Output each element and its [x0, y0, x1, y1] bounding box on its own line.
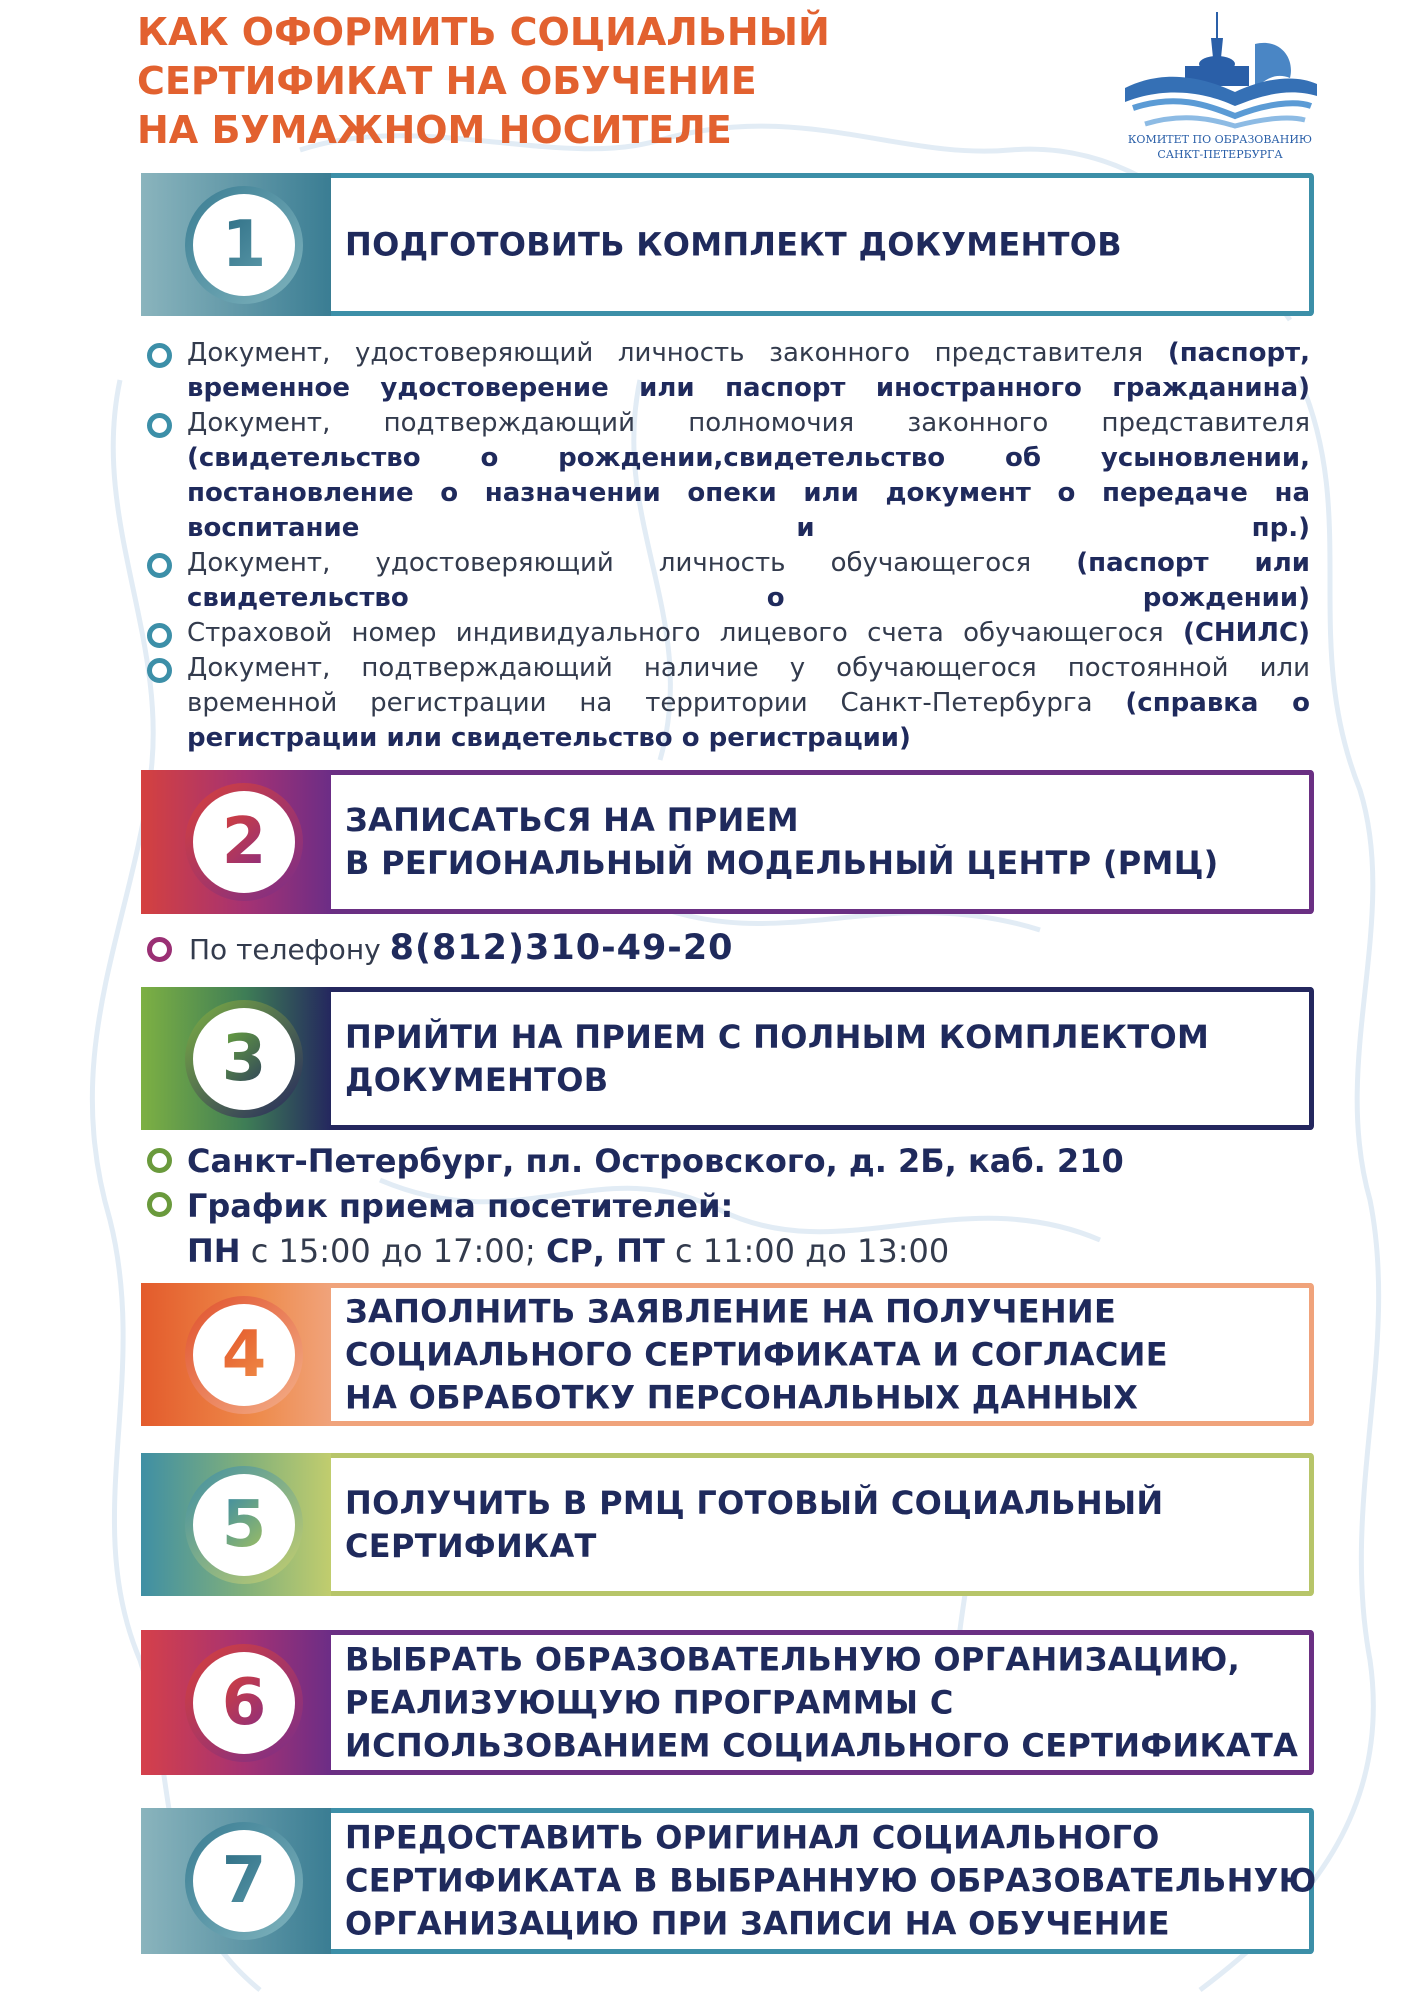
document-text: Документ, удостоверяющий личность обучающегося — [187, 548, 1077, 578]
step-title — [345, 1482, 1297, 1568]
step-6-card — [141, 1630, 1314, 1775]
step-title — [345, 1817, 1317, 1946]
phone-number[interactable]: 8(812)310-49-20 — [389, 928, 734, 968]
bullet-icon — [147, 623, 172, 648]
bullet-icon — [147, 553, 172, 578]
bullet-icon — [147, 343, 172, 368]
title-line: НА БУМАЖНОМ НОСИТЕЛЕ — [137, 108, 732, 152]
document-note: (свидетельство о рождении,свидетельство об усыновлении, постановление о назначении опеки или документ о передаче на воспитание и пр.) — [187, 443, 1310, 543]
step-title-line: РЕАЛИЗУЮЩУЮ ПРОГРАММЫ С — [345, 1683, 954, 1721]
document-text: Документ, удостоверяющий личность законного представителя — [187, 338, 1168, 368]
list-item — [145, 616, 1310, 651]
document-text: Страховой номер индивидуального лицевого счета обучающегося — [187, 618, 1183, 648]
step-number-badge — [185, 783, 303, 901]
logo-emblem-icon — [1105, 8, 1335, 133]
step-number: 5 — [221, 1487, 267, 1562]
step-number: 7 — [221, 1844, 267, 1918]
step-title-line: СОЦИАЛЬНОГО СЕРТИФИКАТА И СОГЛАСИЕ — [345, 1335, 1168, 1373]
title-line: СЕРТИФИКАТ НА ОБУЧЕНИЕ — [137, 59, 757, 103]
step-number-badge — [185, 186, 303, 304]
step-number-badge — [185, 1000, 303, 1118]
step-1-card — [141, 173, 1314, 316]
step-title-line: ИСПОЛЬЗОВАНИЕМ СОЦИАЛЬНОГО СЕРТИФИКАТА — [345, 1726, 1299, 1764]
list-item — [145, 546, 1310, 616]
step-title-line: ПОДГОТОВИТЬ КОМПЛЕКТ ДОКУМЕНТОВ — [345, 225, 1122, 263]
step-2-card — [141, 770, 1314, 914]
document-note: (справка о регистрации или свидетельство о регистрации) — [187, 688, 1310, 753]
list-item — [145, 651, 1310, 756]
step-title-line: ОРГАНИЗАЦИЮ ПРИ ЗАПИСИ НА ОБУЧЕНИЕ — [345, 1904, 1170, 1943]
address-info — [145, 1140, 1124, 1183]
bullet-icon — [147, 1192, 172, 1217]
logo-caption-line: КОМИТЕТ ПО ОБРАЗОВАНИЮ — [1127, 133, 1313, 146]
bullet-icon — [147, 1148, 172, 1173]
step-title-line: СЕРТИФИКАТ — [345, 1526, 597, 1565]
step-title — [345, 223, 1297, 266]
step-title-line: ЗАПОЛНИТЬ ЗАЯВЛЕНИЕ НА ПОЛУЧЕНИЕ — [345, 1292, 1117, 1330]
step-title-line: ЗАПИСАТЬСЯ НА ПРИЕМ — [345, 801, 799, 839]
document-text: Документ, подтверждающий наличие у обучающегося постоянной или временной регистрации на территории Санкт-Петербурга — [187, 653, 1310, 718]
phone-label: По телефону — [189, 933, 381, 966]
list-item — [145, 406, 1310, 546]
step-number: 1 — [221, 207, 267, 282]
schedule-time: с 11:00 до 13:00 — [664, 1232, 950, 1270]
step-7-card — [141, 1808, 1317, 1954]
bullet-icon — [147, 937, 172, 962]
documents-list — [145, 336, 1310, 756]
logo-caption-line: САНКТ-ПЕТЕРБУРГА — [1157, 148, 1283, 161]
step-number: 2 — [221, 805, 267, 879]
document-note: (СНИЛС) — [1182, 618, 1310, 648]
schedule-info — [145, 1184, 949, 1274]
bullet-icon — [147, 413, 172, 438]
step-4-card — [141, 1283, 1314, 1426]
step-number: 6 — [221, 1665, 267, 1740]
schedule-hours — [187, 1229, 949, 1274]
committee-logo — [1105, 8, 1335, 168]
title-line: КАК ОФОРМИТЬ СОЦИАЛЬНЫЙ — [137, 10, 830, 54]
address-text: Санкт-Петербург, пл. Островского, д. 2Б, каб. 210 — [187, 1142, 1124, 1180]
step-title-line: ДОКУМЕНТОВ — [345, 1060, 609, 1099]
step-number-badge — [185, 1644, 303, 1762]
schedule-day: СР, ПТ — [545, 1232, 665, 1270]
step-title — [345, 1016, 1297, 1102]
step-title-line: НА ОБРАБОТКУ ПЕРСОНАЛЬНЫХ ДАННЫХ — [345, 1378, 1139, 1416]
step-title-line: ВЫБРАТЬ ОБРАЗОВАТЕЛЬНУЮ ОРГАНИЗАЦИЮ, — [345, 1640, 1241, 1678]
step-title-line: ПРЕДОСТАВИТЬ ОРИГИНАЛ СОЦИАЛЬНОГО — [345, 1818, 1160, 1857]
step-number: 4 — [221, 1317, 267, 1392]
step-number: 3 — [221, 1021, 267, 1096]
step-title — [345, 1290, 1297, 1419]
document-note: (паспорт или свидетельство о рождении) — [187, 548, 1311, 613]
list-item — [145, 336, 1310, 406]
step-number-badge — [185, 1822, 303, 1940]
step-title-line: В РЕГИОНАЛЬНЫЙ МОДЕЛЬНЫЙ ЦЕНТР (РМЦ) — [345, 844, 1219, 882]
step-title-line: ПОЛУЧИТЬ В РМЦ ГОТОВЫЙ СОЦИАЛЬНЫЙ — [345, 1483, 1164, 1522]
logo-caption — [1105, 132, 1335, 162]
step-number-badge — [185, 1466, 303, 1584]
document-text: Документ, подтверждающий полномочия законного представителя — [187, 408, 1310, 438]
step-number-badge — [185, 1296, 303, 1414]
schedule-time: с 15:00 до 17:00; — [240, 1232, 546, 1270]
step-5-card — [141, 1453, 1314, 1596]
step-title-line: ПРИЙТИ НА ПРИЕМ С ПОЛНЫМ КОМПЛЕКТОМ — [345, 1017, 1210, 1056]
document-note: (паспорт, временное удостоверение или паспорт иностранного гражданина) — [187, 338, 1310, 403]
bullet-icon — [147, 658, 172, 683]
step-title — [345, 799, 1297, 885]
page-title — [137, 8, 857, 155]
phone-info — [145, 929, 734, 969]
step-3-card — [141, 987, 1314, 1130]
step-title-line: СЕРТИФИКАТА В ВЫБРАННУЮ ОБРАЗОВАТЕЛЬНУЮ — [345, 1861, 1317, 1900]
schedule-day: ПН — [187, 1232, 241, 1270]
schedule-title: График приема посетителей: — [187, 1187, 734, 1225]
step-title — [345, 1638, 1297, 1767]
